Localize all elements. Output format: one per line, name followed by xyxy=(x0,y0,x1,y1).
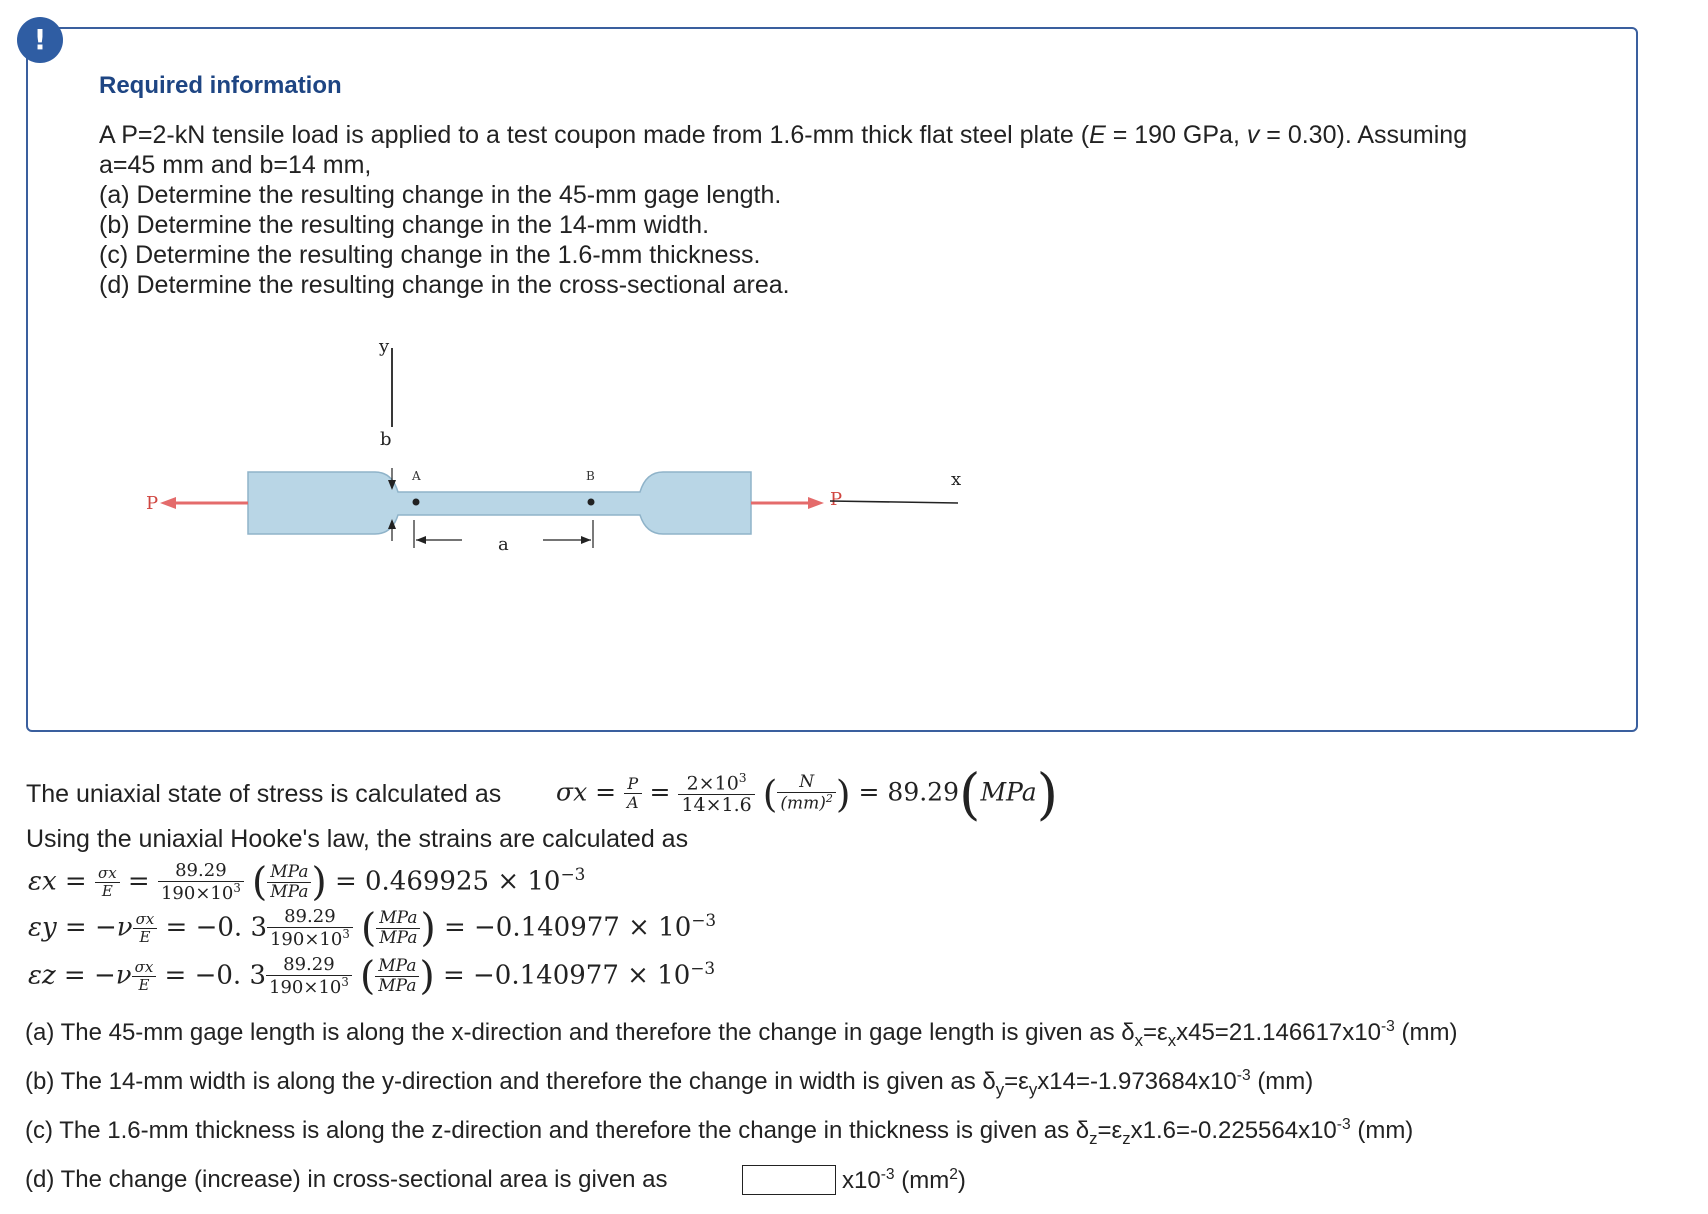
a-dim-right-arrowhead xyxy=(581,536,591,544)
problem-text-a: A P=2-kN tensile load is applied to a test coupon made from 1.6-mm thick flat steel plate ( xyxy=(99,121,1090,149)
mpa-den: MPa xyxy=(270,881,309,902)
strain-x-result: = 0.469925 × 10 xyxy=(334,866,561,897)
right-load-arrowhead xyxy=(808,497,824,509)
eps-z-symbol: εz xyxy=(28,960,56,991)
gage-point-a xyxy=(413,499,420,506)
problem-line-1 xyxy=(99,120,1569,150)
area-denominator: 14×1.6 xyxy=(681,794,752,817)
strain-x-fraction xyxy=(158,859,244,904)
coefficient: = −0. 3 xyxy=(164,960,266,991)
sigma-over-e-fraction xyxy=(133,909,158,946)
load-numerator xyxy=(678,772,754,795)
problem-statement xyxy=(99,120,1569,300)
problem-line-2: a=45 mm and b=14 mm, xyxy=(99,151,372,179)
equals-sign-2: = xyxy=(649,777,679,807)
nu-symbol: ν xyxy=(115,960,132,991)
part-a-question: (a) Determine the resulting change in the 45-mm gage length. xyxy=(99,181,782,209)
answer-a-text: (a) The 45-mm gage length is along the x-direction and therefore the change in gage length is given as δ xyxy=(25,1019,1135,1046)
left-paren: ( xyxy=(252,860,268,905)
answer-b-unit: (mm) xyxy=(1257,1068,1314,1095)
eps-x-symbol: εx xyxy=(28,866,57,897)
hooke-intro: Using the uniaxial Hooke's law, the strains are calculated as xyxy=(26,825,689,853)
strain-y-fraction xyxy=(267,905,353,950)
stress-result: = 89.29 xyxy=(858,777,959,807)
coefficient: = −0. 3 xyxy=(165,912,267,943)
eps-y-symbol: εy xyxy=(28,912,57,943)
test-coupon-figure xyxy=(130,330,1000,580)
p-over-a-fraction xyxy=(624,776,642,811)
mpa-right-paren: ) xyxy=(1036,762,1059,826)
answer-c xyxy=(25,1116,1414,1148)
answer-c-sub: z xyxy=(1089,1128,1098,1148)
sigma-x-num: σx xyxy=(95,866,120,883)
mpa-ratio xyxy=(267,861,311,902)
sigma-x-num: σx xyxy=(133,912,158,929)
modulus-value: = 190 GPa, xyxy=(1105,121,1247,149)
a-dim-left-arrowhead xyxy=(416,536,426,544)
strain-y-den: $190\times 10^3$ xyxy=(269,926,350,950)
answer-c-text: (c) The 1.6-mm thickness is along the z-direction and therefore the change in thickness is given as δ xyxy=(25,1117,1090,1144)
answer-d-unit-open: (mm xyxy=(901,1167,950,1194)
answer-d-unit xyxy=(842,1166,966,1195)
a-denominator: A xyxy=(627,793,639,813)
modulus-symbol: E xyxy=(1089,121,1106,149)
stress-equation xyxy=(556,762,1058,826)
answer-a-eps: =ε xyxy=(1143,1019,1168,1046)
strain-y-result: = −0.140977 × 10 xyxy=(443,912,692,943)
answer-a xyxy=(25,1018,1458,1050)
mpa-num: MPa xyxy=(376,910,420,929)
answer-b-exponent: -3 xyxy=(1236,1067,1251,1084)
point-b-label: B xyxy=(586,469,595,483)
e-den: E xyxy=(139,927,151,946)
right-paren: ) xyxy=(420,906,436,951)
strain-y-num: 89.29 xyxy=(267,908,353,928)
answer-d-unit-close: ) xyxy=(957,1167,966,1194)
answer-d-exponent: -3 xyxy=(880,1166,895,1183)
x-axis-label: x xyxy=(951,469,962,490)
mpa-den: MPa xyxy=(378,975,417,996)
point-a-label: A xyxy=(412,469,421,483)
e-den: E xyxy=(138,975,150,994)
left-paren: ( xyxy=(361,906,377,951)
sigma-x-num: σx xyxy=(132,960,157,977)
strain-x-equation: εx = $\frac{\sigma x}{E}$ = $\frac{89.29}{190\times 10^3}$ ( $\frac{\text{MPa}}{\text{MPa}}$ ) = $0.469925 \times 10^{-3}$ xyxy=(28,859,586,905)
coupon-body xyxy=(248,472,751,534)
strain-z-result: = −0.140977 × 10 xyxy=(442,960,691,991)
right-load-label: P xyxy=(830,489,843,510)
unit-mm: (mm) xyxy=(780,793,826,814)
e-den: E xyxy=(101,881,113,900)
strain-z-num: 89.29 xyxy=(266,956,352,976)
answer-b xyxy=(25,1067,1314,1099)
strain-z-den: $190\times 10^3$ xyxy=(269,974,349,998)
answer-c-sub: z xyxy=(1122,1128,1131,1148)
y-axis-label: y xyxy=(379,336,390,357)
part-d-question: (d) Determine the resulting change in the cross-sectional area. xyxy=(99,271,790,299)
strain-z-fraction xyxy=(266,953,352,998)
strain-x-den: $190\times 10^3$ xyxy=(160,880,241,904)
modulus-den-value: 190×10 xyxy=(269,976,342,998)
a-dimension-label: a xyxy=(498,534,509,555)
sigma-x-symbol: σx xyxy=(556,777,588,807)
poisson-symbol: v xyxy=(1246,121,1260,149)
answer-c-value: x1.6=-0.225564x10 xyxy=(1130,1117,1337,1144)
answer-a-exponent: -3 xyxy=(1380,1018,1395,1035)
left-load-label: P xyxy=(146,493,159,514)
strain-z-exponent: −3 xyxy=(690,957,716,978)
answer-a-value: x45=21.146617x10 xyxy=(1176,1019,1381,1046)
strain-x-exponent: −3 xyxy=(560,863,586,884)
unit-mm2: (mm)$^2$ xyxy=(780,792,833,814)
strain-z-equation: εz = −ν $\frac{\sigma x}{E}$ = −0. 3 $\frac{89.29}{190\times 10^3}$ ( $\frac{\text{MPa}}{\text{MPa}}$ ) = $-0.140977 \times 10^{-3}$ xyxy=(28,953,716,999)
answer-c-exponent: -3 xyxy=(1336,1116,1351,1133)
sigma-over-e-fraction xyxy=(95,863,120,900)
mpa-den: MPa xyxy=(379,927,418,948)
answer-b-text: (b) The 14-mm width is along the y-direction and therefore the change in width is given as δ xyxy=(25,1068,996,1095)
sigma-over-e-fraction xyxy=(132,957,157,994)
answer-c-unit: (mm) xyxy=(1357,1117,1414,1144)
answer-a-sub: x xyxy=(1167,1030,1177,1050)
b-label: b xyxy=(380,429,392,450)
answer-d-unit-exp: 2 xyxy=(949,1166,958,1183)
mpa-unit: MPa xyxy=(980,777,1037,807)
answer-a-sub: x xyxy=(1134,1030,1143,1050)
alert-icon: ! xyxy=(17,17,63,63)
answer-d-multiplier: x10 xyxy=(842,1167,881,1194)
left-load-arrowhead xyxy=(160,497,176,509)
strain-y-exponent: −3 xyxy=(691,909,717,930)
left-paren: ( xyxy=(762,772,778,816)
answer-c-eps: =ε xyxy=(1097,1117,1123,1144)
answer-b-sub: y xyxy=(1028,1079,1038,1099)
load-exponent: 3 xyxy=(738,770,747,785)
area-change-input[interactable] xyxy=(742,1165,836,1195)
gage-point-b xyxy=(588,499,595,506)
part-c-question: (c) Determine the resulting change in the 1.6-mm thickness. xyxy=(99,241,761,269)
answer-d-prompt: (d) The change (increase) in cross-sectional area is given as xyxy=(25,1166,668,1193)
answer-b-sub: y xyxy=(995,1079,1005,1099)
mpa-num: MPa xyxy=(267,864,311,883)
answer-b-value: x14=-1.973684x10 xyxy=(1037,1068,1237,1095)
unit-newton: N xyxy=(777,774,836,793)
equals-sign: = xyxy=(595,777,625,807)
modulus-den-value: 190×10 xyxy=(160,882,234,904)
strain-x-num: 89.29 xyxy=(158,862,244,882)
p-numerator: P xyxy=(624,776,642,794)
strain-y-equation: εy = −ν $\frac{\sigma x}{E}$ = −0. 3 $\frac{89.29}{190\times 10^3}$ ( $\frac{\text{MPa}}{\text{MPa}}$ ) = $-0.140977 \times 10^{-3}$ xyxy=(28,905,717,951)
mpa-ratio xyxy=(376,907,420,948)
right-paren: ) xyxy=(419,954,435,999)
load-value: 2×10 xyxy=(686,772,739,795)
load-area-fraction xyxy=(678,772,754,816)
poisson-value: = 0.30). Assuming xyxy=(1259,121,1468,149)
part-b-question: (b) Determine the resulting change in the 14-mm width. xyxy=(99,211,710,239)
answer-b-eps: =ε xyxy=(1004,1068,1029,1095)
modulus-den-value: 190×10 xyxy=(269,928,343,950)
required-info-heading: Required information xyxy=(99,72,342,99)
nu-symbol: ν xyxy=(116,912,133,943)
unit-fraction xyxy=(777,774,836,813)
right-paren: ) xyxy=(835,772,851,816)
mpa-num: MPa xyxy=(375,958,419,977)
answer-a-unit: (mm) xyxy=(1401,1019,1458,1046)
left-paren: ( xyxy=(360,954,376,999)
mpa-ratio xyxy=(375,955,419,996)
right-paren: ) xyxy=(311,860,327,905)
mpa-left-paren: ( xyxy=(958,762,981,826)
x-axis-line xyxy=(830,501,958,503)
stress-intro: The uniaxial state of stress is calculated as xyxy=(26,780,502,808)
